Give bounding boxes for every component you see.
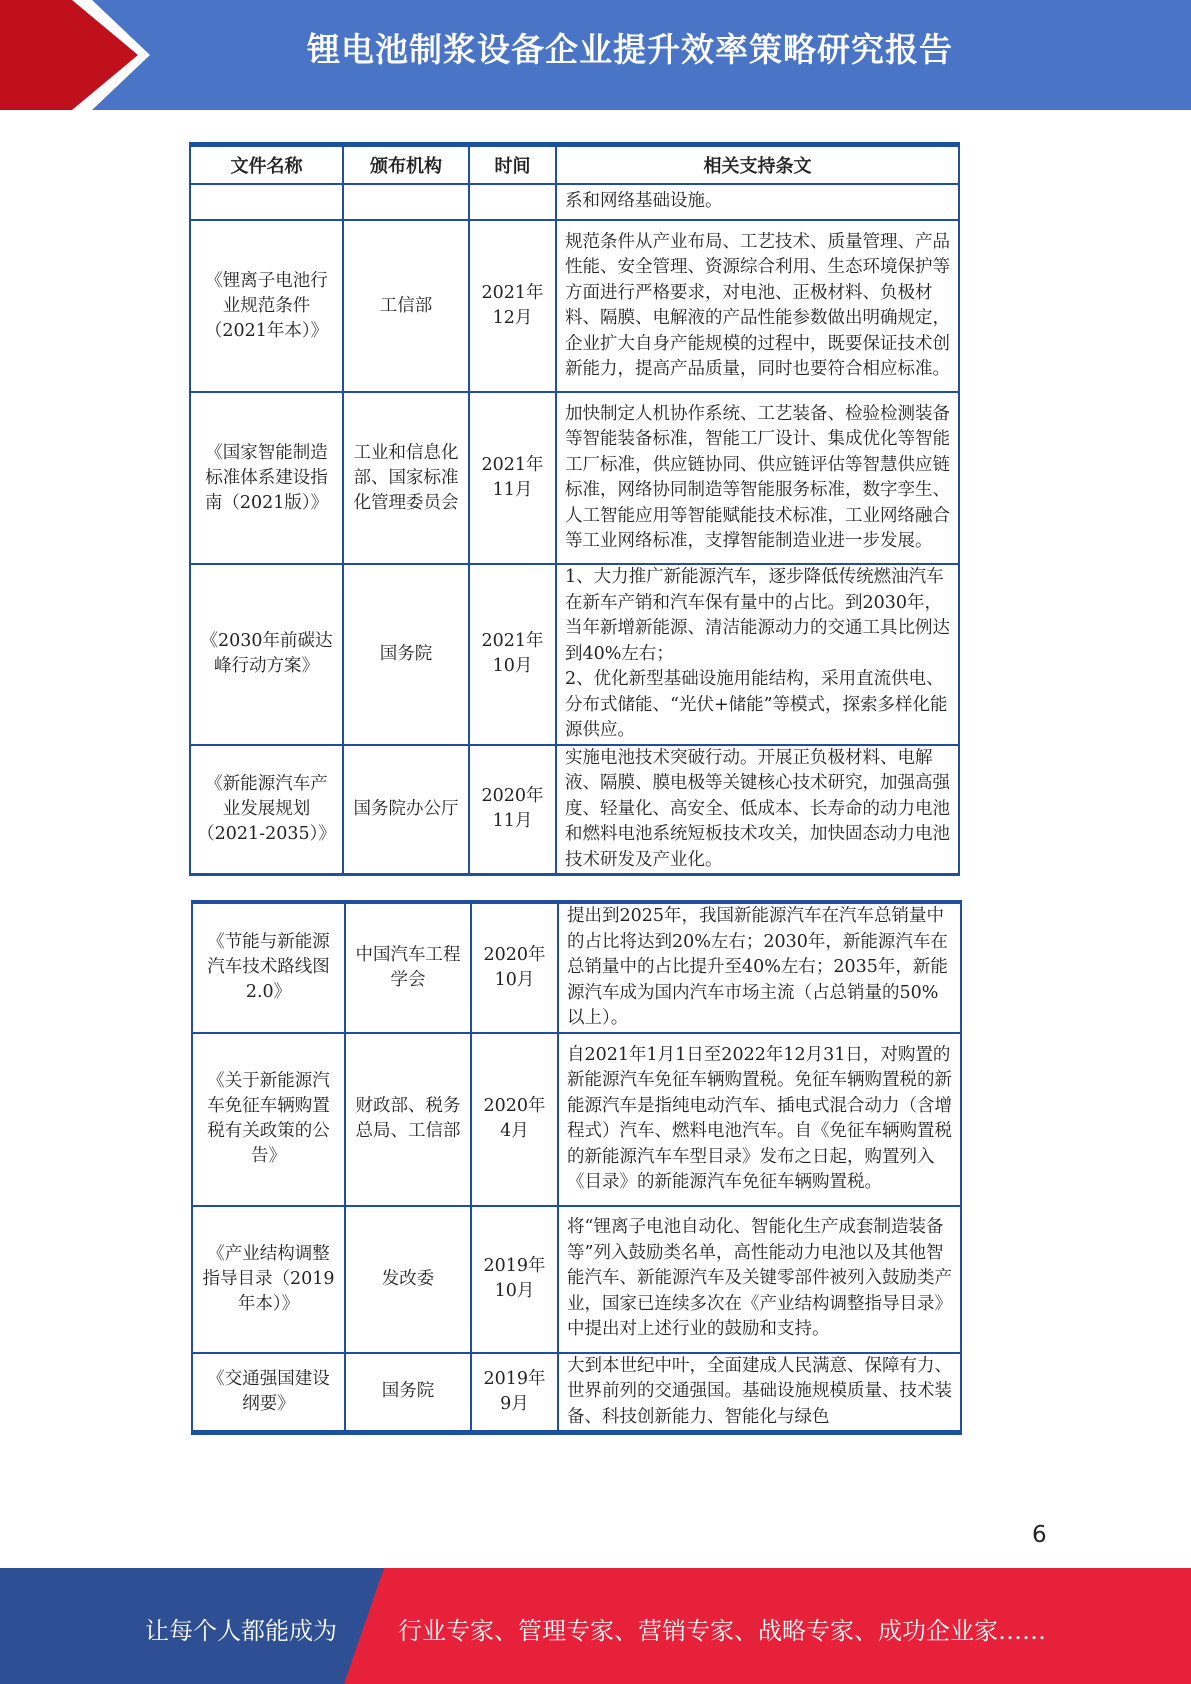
policy-table-1 xyxy=(189,142,960,876)
col-header-time: 时间 xyxy=(469,145,556,185)
cell-agency: 国务院 xyxy=(343,564,469,745)
cell-agency: 工业和信息化部、国家标准化管理委员会 xyxy=(343,392,469,564)
table-row xyxy=(190,184,959,220)
cell-time: 2021年10月 xyxy=(469,564,556,745)
page-number: 6 xyxy=(1032,1522,1047,1548)
footer-slogan-left: 让每个人都能成为 xyxy=(145,1617,337,1645)
cell-name: 《2030年前碳达峰行动方案》 xyxy=(190,564,343,745)
col-header-content: 相关支持条文 xyxy=(556,145,959,185)
policy-table-2 xyxy=(191,900,962,1435)
report-title: 锂电池制浆设备企业提升效率策略研究报告 xyxy=(307,30,953,69)
header-arrow-icon xyxy=(0,0,138,110)
cell-agency xyxy=(343,184,469,220)
page-footer xyxy=(0,1568,1191,1684)
table-row xyxy=(190,392,959,564)
table-header-row xyxy=(190,145,959,185)
cell-name: 《产业结构调整指导目录（2019年本）》 xyxy=(192,1206,345,1353)
table-row xyxy=(190,745,959,875)
cell-content: 实施电池技术突破行动。开展正负极材料、电解液、隔膜、膜电极等关键核心技术研究，加强高强度、轻量化、高安全、低成本、长寿命的动力电池和燃料电池系统短板技术攻关，加快固态动力电池技术研发及产业化。 xyxy=(556,745,959,875)
cell-time: 2019年9月 xyxy=(471,1353,558,1433)
cell-time: 2020年4月 xyxy=(471,1033,558,1206)
cell-agency: 财政部、税务总局、工信部 xyxy=(345,1033,471,1206)
cell-agency: 国务院 xyxy=(345,1353,471,1433)
cell-agency: 国务院办公厅 xyxy=(343,745,469,875)
cell-content: 将“锂离子电池自动化、智能化生产成套制造装备等”列入鼓励类名单，高性能动力电池以及其他智能汽车、新能源汽车及关键零部件被列入鼓励类产业，国家已连续多次在《产业结构调整指导目录》中提出对上述行业的鼓励和支持。 xyxy=(558,1206,961,1353)
cell-name: 《新能源汽车产业发展规划（2021-2035）》 xyxy=(190,745,343,875)
cell-content: 1、大力推广新能源汽车，逐步降低传统燃油汽车在新车产销和汽车保有量中的占比。到2030年，当年新增新能源、清洁能源动力的交通工具比例达到40%左右； 2、优化新型基础设施用能结构，采用直流供电、分布式储能、“光伏+储能”等模式，探索多样化能源供应。 xyxy=(556,564,959,745)
cell-content: 加快制定人机协作系统、工艺装备、检验检测装备等智能装备标准，智能工厂设计、集成优化等智能工厂标准，供应链协同、供应链评估等智慧供应链标准，网络协同制造等智能服务标准，数字孪生、人工智能应用等智能赋能技术标准，工业网络融合等工业网络标准，支撑智能制造业进一步发展。 xyxy=(556,392,959,564)
cell-time: 2021年11月 xyxy=(469,392,556,564)
cell-time: 2020年10月 xyxy=(471,902,558,1033)
cell-name: 《国家智能制造标准体系建设指南（2021版）》 xyxy=(190,392,343,564)
cell-time: 2019年10月 xyxy=(471,1206,558,1353)
cell-name: 《交通强国建设纲要》 xyxy=(192,1353,345,1433)
footer-slogan-right: 行业专家、管理专家、营销专家、战略专家、成功企业家…… xyxy=(398,1617,1046,1645)
cell-name: 《关于新能源汽车免征车辆购置税有关政策的公告》 xyxy=(192,1033,345,1206)
cell-agency: 工信部 xyxy=(343,220,469,392)
cell-name xyxy=(190,184,343,220)
table-row xyxy=(192,1206,961,1353)
cell-name: 《节能与新能源汽车技术路线图2.0》 xyxy=(192,902,345,1033)
col-header-agency: 颁布机构 xyxy=(343,145,469,185)
table-row xyxy=(192,1033,961,1206)
cell-name: 《锂离子电池行业规范条件（2021年本）》 xyxy=(190,220,343,392)
page-header xyxy=(0,0,1191,110)
table-row xyxy=(190,564,959,745)
table-row xyxy=(190,220,959,392)
col-header-name: 文件名称 xyxy=(190,145,343,185)
cell-time xyxy=(469,184,556,220)
cell-time: 2020年11月 xyxy=(469,745,556,875)
table-row xyxy=(192,1353,961,1433)
cell-time: 2021年12月 xyxy=(469,220,556,392)
table-row xyxy=(192,902,961,1033)
cell-content: 系和网络基础设施。 xyxy=(556,184,959,220)
cell-content: 大到本世纪中叶，全面建成人民满意、保障有力、世界前列的交通强国。基础设施规模质量、技术装备、科技创新能力、智能化与绿色 xyxy=(558,1353,961,1433)
cell-agency: 发改委 xyxy=(345,1206,471,1353)
cell-content: 自2021年1月1日至2022年12月31日，对购置的新能源汽车免征车辆购置税。免征车辆购置税的新能源汽车是指纯电动汽车、插电式混合动力（含增程式）汽车、燃料电池汽车。自《免征车辆购置税的新能源汽车车型目录》发布之日起，购置列入《目录》的新能源汽车免征车辆购置税。 xyxy=(558,1033,961,1206)
cell-agency: 中国汽车工程学会 xyxy=(345,902,471,1033)
cell-content: 规范条件从产业布局、工艺技术、质量管理、产品性能、安全管理、资源综合利用、生态环境保护等方面进行严格要求，对电池、正极材料、负极材料、隔膜、电解液的产品性能参数做出明确规定，企业扩大自身产能规模的过程中，既要保证技术创新能力，提高产品质量，同时也要符合相应标准。 xyxy=(556,220,959,392)
cell-content: 提出到2025年，我国新能源汽车在汽车总销量中的占比将达到20%左右；2030年，新能源汽车在总销量中的占比提升至40%左右；2035年，新能源汽车成为国内汽车市场主流（占总销量的50%以上）。 xyxy=(558,902,961,1033)
